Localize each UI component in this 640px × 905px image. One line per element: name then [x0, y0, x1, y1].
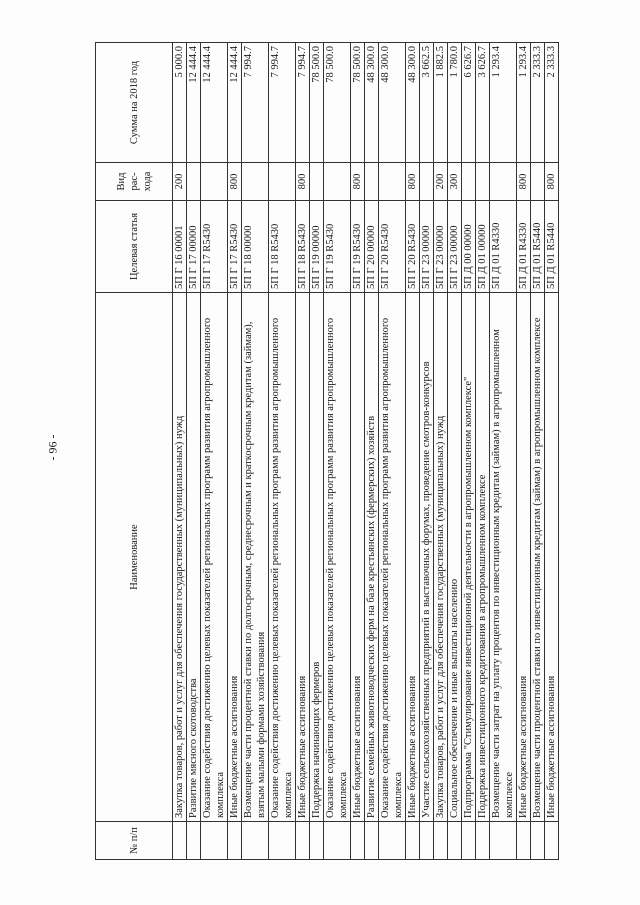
cell-target: 5П Г 19 R5430 — [324, 201, 351, 293]
header-name: Наименование — [96, 293, 173, 822]
cell-sum: 2 333.3 — [545, 43, 559, 163]
cell-target: 5П Д 01 R5440 — [531, 201, 545, 293]
header-kind: Вид рас- хода — [96, 163, 173, 201]
table-row — [365, 43, 379, 860]
table-body — [173, 43, 559, 860]
table-row — [173, 43, 187, 860]
header-num: № п/п — [96, 822, 173, 860]
table-row — [531, 43, 545, 860]
cell-num — [490, 822, 517, 860]
cell-kind — [310, 163, 324, 201]
cell-target: 5П Д 00 00000 — [462, 201, 476, 293]
cell-name: Иные бюджетные ассигнования — [545, 293, 559, 822]
cell-num — [545, 822, 559, 860]
cell-num — [462, 822, 476, 860]
cell-target: 5П Д 01 R5440 — [545, 201, 559, 293]
cell-num — [420, 822, 434, 860]
cell-target: 5П Г 17 00000 — [187, 201, 201, 293]
cell-target: 5П Г 19 00000 — [310, 201, 324, 293]
table-row — [310, 43, 324, 860]
table-row — [420, 43, 434, 860]
cell-name: Развитие мясного скотоводства — [187, 293, 201, 822]
cell-kind — [187, 163, 201, 201]
cell-name: Подпрограмма "Стимулирование инвестиционной деятельности в агропромышленном комплексе" — [462, 293, 476, 822]
cell-kind — [201, 163, 228, 201]
header-sum: Сумма на 2018 год — [96, 43, 173, 163]
cell-name: Иные бюджетные ассигнования — [406, 293, 420, 822]
table-row — [296, 43, 310, 860]
cell-sum: 12 444.4 — [201, 43, 228, 163]
table-row — [201, 43, 228, 860]
cell-kind: 200 — [434, 163, 448, 201]
cell-sum: 3 662.5 — [420, 43, 434, 163]
cell-num — [406, 822, 420, 860]
cell-kind — [365, 163, 379, 201]
cell-target: 5П Г 20 00000 — [365, 201, 379, 293]
cell-name: Оказание содействия достижению целевых показателей региональных программ развития агропромышленного комплекса — [379, 293, 406, 822]
cell-kind — [242, 163, 269, 201]
table-row — [490, 43, 517, 860]
cell-sum: 7 994.7 — [242, 43, 269, 163]
cell-num — [310, 822, 324, 860]
cell-kind — [476, 163, 490, 201]
cell-kind: 200 — [173, 163, 187, 201]
table-row — [351, 43, 365, 860]
cell-sum: 3 626.7 — [476, 43, 490, 163]
table-row — [434, 43, 448, 860]
cell-name: Социальное обеспечение и иные выплаты населению — [448, 293, 462, 822]
cell-sum: 7 994.7 — [296, 43, 310, 163]
cell-num — [517, 822, 531, 860]
cell-sum: 6 626.7 — [462, 43, 476, 163]
cell-sum: 2 333.3 — [531, 43, 545, 163]
cell-kind — [379, 163, 406, 201]
table-row — [187, 43, 201, 860]
cell-kind: 300 — [448, 163, 462, 201]
page-number: - 96 - — [45, 434, 60, 461]
cell-kind: 800 — [406, 163, 420, 201]
table-row — [324, 43, 351, 860]
cell-num — [228, 822, 242, 860]
cell-sum: 5 000.0 — [173, 43, 187, 163]
cell-sum: 7 994.7 — [269, 43, 296, 163]
cell-name: Иные бюджетные ассигнования — [228, 293, 242, 822]
cell-name: Иные бюджетные ассигнования — [296, 293, 310, 822]
cell-num — [365, 822, 379, 860]
cell-name: Поддержка начинающих фермеров — [310, 293, 324, 822]
table-row — [228, 43, 242, 860]
cell-sum: 1 780.0 — [448, 43, 462, 163]
budget-table-sheet — [95, 43, 600, 860]
cell-num — [296, 822, 310, 860]
cell-kind: 800 — [517, 163, 531, 201]
cell-target: 5П Г 19 R5430 — [351, 201, 365, 293]
cell-target: 5П Г 23 00000 — [434, 201, 448, 293]
cell-target: 5П Г 20 R5430 — [406, 201, 420, 293]
cell-num — [201, 822, 228, 860]
cell-target: 5П Д 01 R4330 — [490, 201, 517, 293]
cell-kind — [462, 163, 476, 201]
cell-num — [187, 822, 201, 860]
table-header-row — [96, 43, 173, 860]
cell-kind: 800 — [351, 163, 365, 201]
cell-target: 5П Г 18 R5430 — [269, 201, 296, 293]
cell-sum: 1 882.5 — [434, 43, 448, 163]
cell-name: Оказание содействия достижению целевых показателей региональных программ развития агропромышленного комплекса — [201, 293, 228, 822]
cell-num — [324, 822, 351, 860]
cell-target: 5П Г 23 00000 — [420, 201, 434, 293]
cell-name: Возмещение части процентной ставки по долгосрочным, среднесрочным и краткосрочным кредитам (займам), взятым малыми формами хозяйствования — [242, 293, 269, 822]
cell-sum: 12 444.4 — [187, 43, 201, 163]
cell-kind — [269, 163, 296, 201]
cell-num — [448, 822, 462, 860]
cell-kind: 800 — [545, 163, 559, 201]
cell-kind — [531, 163, 545, 201]
cell-sum: 48 300.0 — [379, 43, 406, 163]
table-row — [517, 43, 531, 860]
cell-sum: 1 293.4 — [517, 43, 531, 163]
table-row — [406, 43, 420, 860]
table-row — [379, 43, 406, 860]
budget-table — [95, 42, 559, 860]
table-row — [242, 43, 269, 860]
table-row — [476, 43, 490, 860]
cell-kind — [324, 163, 351, 201]
cell-kind: 800 — [228, 163, 242, 201]
cell-kind: 800 — [296, 163, 310, 201]
cell-kind — [420, 163, 434, 201]
cell-target: 5П Г 17 R5430 — [201, 201, 228, 293]
cell-sum: 48 300.0 — [365, 43, 379, 163]
cell-num — [351, 822, 365, 860]
table-row — [269, 43, 296, 860]
cell-target: 5П Г 20 R5430 — [379, 201, 406, 293]
cell-name: Иные бюджетные ассигнования — [517, 293, 531, 822]
cell-kind — [490, 163, 517, 201]
cell-num — [434, 822, 448, 860]
cell-num — [269, 822, 296, 860]
cell-sum: 78 500.0 — [324, 43, 351, 163]
cell-name: Развитие семейных животноводческих ферм на базе крестьянских (фермерских) хозяйств — [365, 293, 379, 822]
cell-name: Возмещение части затрат на уплату процентов по инвестиционным кредитам (займам) в агропромышленном комплексе — [490, 293, 517, 822]
cell-sum: 1 293.4 — [490, 43, 517, 163]
table-row — [462, 43, 476, 860]
cell-sum: 78 500.0 — [310, 43, 324, 163]
cell-target: 5П Д 01 R4330 — [517, 201, 531, 293]
cell-target: 5П Г 16 00001 — [173, 201, 187, 293]
cell-target: 5П Д 01 00000 — [476, 201, 490, 293]
cell-num — [173, 822, 187, 860]
cell-name: Закупка товаров, работ и услуг для обеспечения государственных (муниципальных) нужд — [434, 293, 448, 822]
header-target: Целевая статья — [96, 201, 173, 293]
cell-target: 5П Г 18 00000 — [242, 201, 269, 293]
cell-target: 5П Г 17 R5430 — [228, 201, 242, 293]
cell-target: 5П Г 23 00000 — [448, 201, 462, 293]
cell-name: Участие сельскохозяйственных предприятий в выставочных форумах, проведение смотров-конкурсов — [420, 293, 434, 822]
cell-num — [379, 822, 406, 860]
table-row — [448, 43, 462, 860]
cell-target: 5П Г 18 R5430 — [296, 201, 310, 293]
cell-sum: 48 300.0 — [406, 43, 420, 163]
cell-num — [242, 822, 269, 860]
cell-name: Возмещение части процентной ставки по инвестиционным кредитам (займам) в агропромышленном комплексе — [531, 293, 545, 822]
table-row — [545, 43, 559, 860]
cell-name: Иные бюджетные ассигнования — [351, 293, 365, 822]
cell-name: Поддержка инвестиционного кредитования в агропромышленном комплексе — [476, 293, 490, 822]
cell-name: Оказание содействия достижению целевых показателей региональных программ развития агропромышленного комплекса — [324, 293, 351, 822]
cell-sum: 78 500.0 — [351, 43, 365, 163]
cell-num — [476, 822, 490, 860]
cell-num — [531, 822, 545, 860]
cell-name: Закупка товаров, работ и услуг для обеспечения государственных (муниципальных) нужд — [173, 293, 187, 822]
cell-name: Оказание содействия достижению целевых показателей региональных программ развития агропромышленного комплекса — [269, 293, 296, 822]
cell-sum: 12 444.4 — [228, 43, 242, 163]
